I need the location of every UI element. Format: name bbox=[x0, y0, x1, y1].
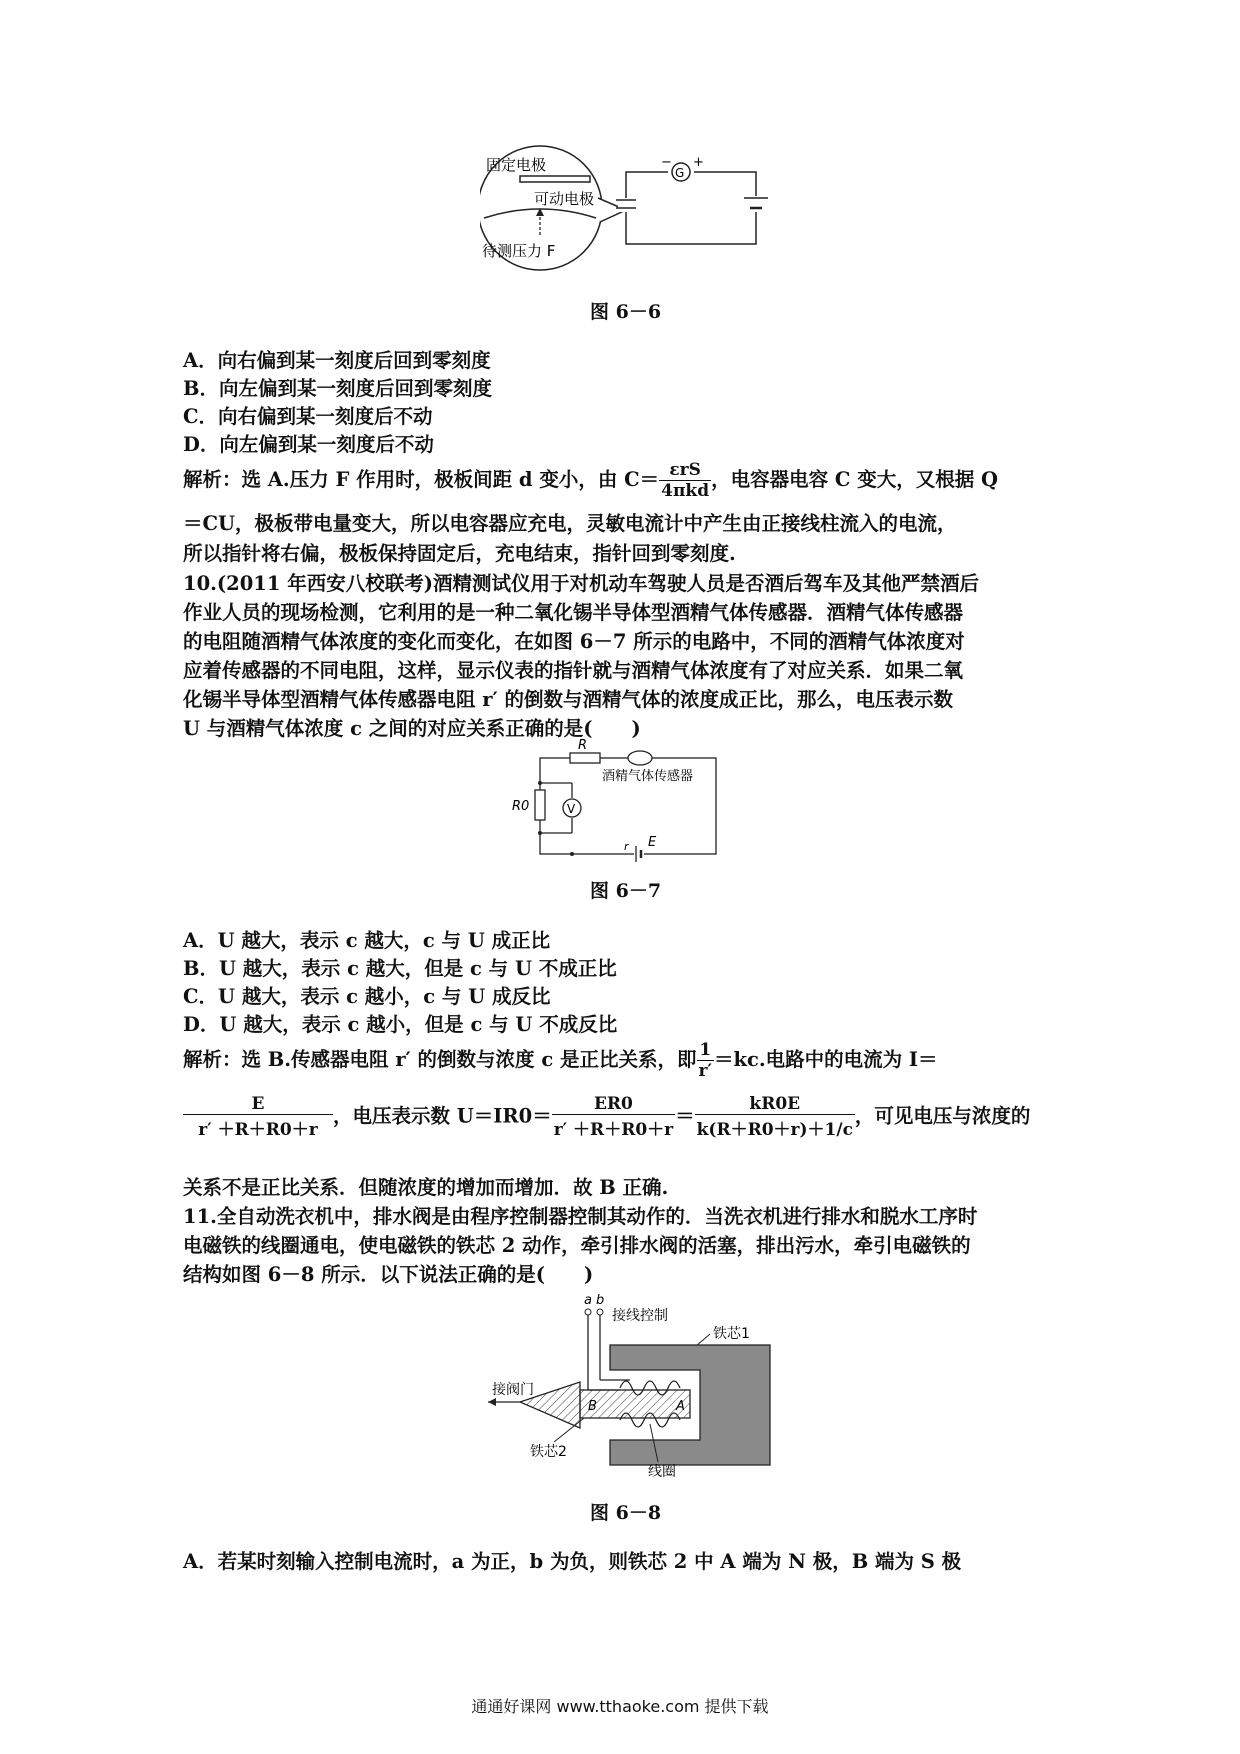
q11-option-a: A．若某时刻输入控制电流时，a 为正，b 为负，则铁芯 2 中 A 端为 N 极，B 端为 S 极 bbox=[183, 1550, 962, 1573]
q9-analysis-line3: 所以指针将右偏，极板保持固定后，充电结束，指针回到零刻度. bbox=[183, 542, 736, 565]
reciprocal-denominator: r′ bbox=[698, 1061, 712, 1081]
current-numerator: E bbox=[183, 1094, 333, 1115]
q10-stem-1: 10.(2011 年西安八校联考)酒精测试仪用于对机动车驾驶人员是否酒后驾车及其他严禁酒后 bbox=[183, 572, 979, 595]
q10-stem-4: 应着传感器的不同电阻，这样，显示仪表的指针就与酒精气体浓度有了对应关系．如果二氧 bbox=[183, 659, 964, 682]
q10-option-c: C．U 越大，表示 c 越小，c 与 U 成反比 bbox=[183, 985, 551, 1008]
q9-option-d: D．向左偏到某一刻度后不动 bbox=[183, 433, 434, 456]
galvanometer-g: G bbox=[675, 166, 685, 180]
terminal-b-label: b bbox=[596, 1293, 605, 1308]
q10-analysis-l1pre: 解析：选 B.传感器电阻 r′ 的倒数与浓度 c 是正比关系，即 bbox=[183, 1048, 697, 1071]
q10-option-d: D．U 越大，表示 c 越小，但是 c 与 U 不成反比 bbox=[183, 1013, 618, 1036]
q9-analysis-line1 bbox=[183, 460, 998, 501]
q10-option-b: B．U 越大，表示 c 越大，但是 c 与 U 不成正比 bbox=[183, 957, 617, 980]
capacitance-formula bbox=[659, 460, 711, 501]
q10-stem-2: 作业人员的现场检测，它利用的是一种二氧化锡半导体型酒精气体传感器．酒精气体传感器 bbox=[183, 601, 964, 624]
voltage-c-fraction bbox=[695, 1094, 855, 1140]
sensor-label: 酒精气体传感器 bbox=[602, 769, 694, 784]
voltage-c-denominator: k(R＋R0＋r)＋1/c bbox=[696, 1120, 853, 1140]
q10-stem-3: 的电阻随酒精气体浓度的变化而变化，在如图 6－7 所示的电路中，不同的酒精气体浓度对 bbox=[183, 630, 965, 653]
internal-r-label: r bbox=[624, 840, 629, 853]
q9-analysis-line2: ＝CU，极板带电量变大，所以电容器应充电，灵敏电流计中产生由正接线柱流入的电流， bbox=[183, 512, 957, 535]
figure-6-8 bbox=[480, 1290, 780, 1480]
q11-stem-2: 电磁铁的线圈通电，使电磁铁的铁芯 2 动作，牵引排水阀的活塞，排出污水，牵引电磁铁的 bbox=[183, 1234, 971, 1257]
minus-sign: − bbox=[661, 155, 672, 170]
fixed-electrode-label: 固定电极 bbox=[486, 156, 547, 174]
q10-stem-6: U 与酒精气体浓度 c 之间的对应关系正确的是( ) bbox=[183, 717, 641, 740]
end-a-label: A bbox=[676, 1399, 685, 1414]
q10-analysis-tail: ，可见电压与浓度的 bbox=[854, 1104, 1031, 1128]
figure-6-7-caption: 图 6－7 bbox=[590, 880, 662, 902]
q10-analysis-mid: ，电压表示数 U＝IR0＝ bbox=[333, 1104, 552, 1128]
wiring-control-label: 接线控制 bbox=[612, 1308, 668, 1324]
figure-6-8-caption: 图 6－8 bbox=[590, 1502, 662, 1524]
resistor-r0 bbox=[535, 790, 545, 820]
q10-analysis-eq: ＝ bbox=[675, 1104, 695, 1128]
resistor-r bbox=[570, 753, 600, 763]
page-footer: 通通好课网 www.tthaoke.com 提供下载 bbox=[471, 1697, 769, 1716]
resistor-r-label: R bbox=[578, 738, 588, 753]
q9-option-c: C．向右偏到某一刻度后不动 bbox=[183, 405, 433, 428]
voltage-numerator: ER0 bbox=[552, 1094, 675, 1115]
reciprocal-numerator: 1 bbox=[697, 1040, 714, 1061]
resistor-r0-label: R0 bbox=[512, 799, 530, 814]
emf-label: E bbox=[648, 835, 657, 850]
figure-6-6 bbox=[480, 140, 770, 280]
reciprocal-r-fraction bbox=[697, 1040, 714, 1081]
core1-label: 铁芯1 bbox=[713, 1326, 750, 1342]
q11-stem-1: 11.全自动洗衣机中，排水阀是由程序控制器控制其动作的．当洗衣机进行排水和脱水工序时 bbox=[183, 1205, 978, 1228]
q9-analysis-post: ，电容器电容 C 变大，又根据 Q bbox=[711, 468, 998, 491]
movable-electrode-label: 可动电极 bbox=[534, 190, 595, 208]
terminal-a-label: a bbox=[584, 1293, 592, 1308]
core2-label: 铁芯2 bbox=[530, 1444, 567, 1460]
figure-6-7 bbox=[510, 738, 730, 868]
q10-analysis-line1 bbox=[183, 1040, 938, 1081]
q10-analysis-line3: 关系不是正比关系．但随浓度的增加而增加．故 B 正确. bbox=[183, 1176, 669, 1199]
alcohol-sensor bbox=[628, 751, 652, 765]
valve-label: 接阀门 bbox=[492, 1382, 534, 1398]
fixed-electrode bbox=[520, 176, 590, 182]
q10-option-a: A．U 越大，表示 c 越大，c 与 U 成正比 bbox=[183, 929, 551, 952]
voltmeter-v: V bbox=[567, 802, 576, 816]
coil-label: 线圈 bbox=[648, 1464, 676, 1480]
capacitance-denominator: 4πkd bbox=[661, 481, 710, 501]
capacitance-numerator: εrS bbox=[659, 460, 711, 481]
end-b-label: B bbox=[588, 1399, 597, 1414]
voltage-denominator: r′ ＋R＋R0＋r bbox=[553, 1120, 674, 1140]
figure-6-6-caption: 图 6－6 bbox=[590, 301, 662, 323]
q10-analysis-l1post: ＝kc.电路中的电流为 I＝ bbox=[713, 1048, 938, 1071]
current-fraction bbox=[183, 1094, 333, 1140]
voltage-fraction bbox=[552, 1094, 675, 1140]
current-denominator: r′ ＋R＋R0＋r bbox=[198, 1120, 318, 1140]
q11-stem-3: 结构如图 6－8 所示．以下说法正确的是( ) bbox=[183, 1263, 594, 1286]
pressure-label: 待测压力 F bbox=[482, 242, 556, 260]
voltage-c-numerator: kR0E bbox=[695, 1094, 855, 1115]
q9-option-a: A．向右偏到某一刻度后回到零刻度 bbox=[183, 349, 491, 372]
q10-analysis-line2 bbox=[183, 1094, 1030, 1140]
q9-analysis-pre: 解析：选 A.压力 F 作用时，极板间距 d 变小，由 C＝ bbox=[183, 468, 660, 491]
q10-stem-5: 化锡半导体型酒精气体传感器电阻 r′ 的倒数与酒精气体的浓度成正比，那么，电压表示数 bbox=[183, 688, 953, 711]
plus-sign: + bbox=[693, 155, 704, 170]
q9-option-b: B．向左偏到某一刻度后回到零刻度 bbox=[183, 377, 492, 400]
